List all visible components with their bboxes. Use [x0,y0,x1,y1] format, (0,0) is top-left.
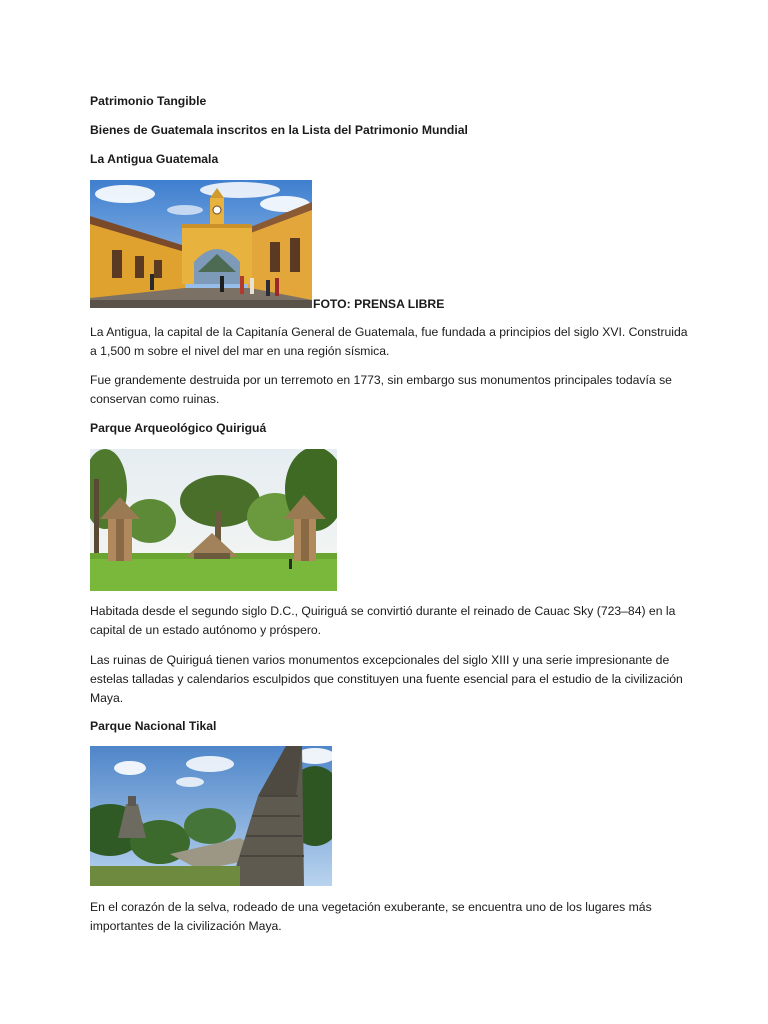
paragraph-tikal: En el corazón de la selva, rodeado de una vegetación exuberante, se encuentra uno de los lugares más importantes de la civilización Maya. [90,900,652,933]
list-heading: Bienes de Guatemala inscritos en la Lista del Patrimonio Mundial [90,123,468,137]
antigua-arch-photo [90,180,312,308]
section-title-antigua: La Antigua Guatemala [90,152,219,166]
tikal-temple-photo [90,746,332,886]
quirigua-park-photo [90,449,337,591]
paragraph-quirigua-ruins: Las ruinas de Quiriguá tienen varios monumentos excepcionales del siglo XIII y una serie impresionante de estelas talladas y calendarios esculpidos que constituyen una fuente esencial para el estudio de la civilización Maya. [90,653,683,705]
page-title: Patrimonio Tangible [90,94,207,108]
section-title-quirigua: Parque Arqueológico Quiriguá [90,421,267,435]
paragraph-antigua-founding: La Antigua, la capital de la Capitanía General de Guatemala, fue fundada a principios del siglo XVI. Construida a 1,500 m sobre el nivel del mar en una región sísmica. [90,325,688,358]
photo-caption: FOTO: PRENSA LIBRE [313,297,445,311]
section-title-tikal: Parque Nacional Tikal [90,719,217,733]
paragraph-quirigua-history: Habitada desde el segundo siglo D.C., Quiriguá se convirtió durante el reinado de Cauac Sky (723–84) en la capital de un estado autónomo y próspero. [90,604,676,637]
paragraph-antigua-earthquake: Fue grandemente destruida por un terremoto en 1773, sin embargo sus monumentos principales todavía se conservan como ruinas. [90,373,672,406]
